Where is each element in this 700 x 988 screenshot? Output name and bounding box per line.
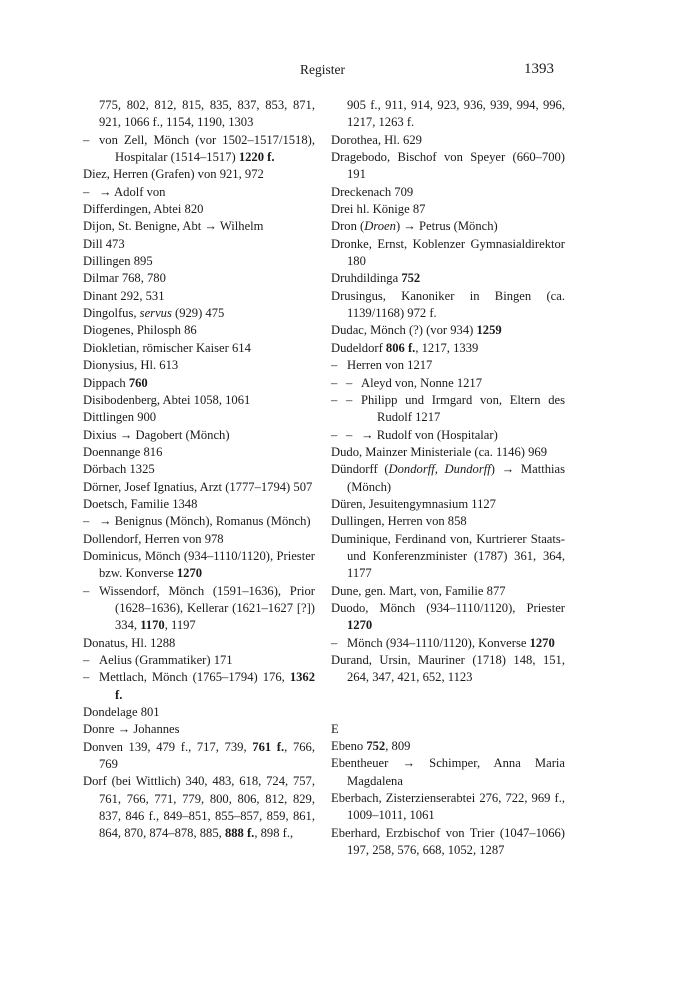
index-entry: Dudeldorf 806 f., 1217, 1339 (331, 340, 479, 355)
index-entry: Dollendorf, Herren von 978 (83, 531, 224, 546)
index-entry: Dorf (bei Wittlich) 340, 483, 618, 724, 757, 761, 766, 771, 779, 800, 806, 812, 829, 837, 846 f., 849–851, 855–857, 859, 861, 864, 870, 874–878, 885, 888 f., 898 f., (83, 774, 315, 841)
index-entry: Dixius → Dagobert (Mönch) (83, 427, 230, 442)
index-entry: 905 f., 911, 914, 923, 936, 939, 994, 996, 1217, 1263 f. (347, 98, 565, 130)
index-entry: Dune, gen. Mart, von, Familie 877 (331, 583, 506, 598)
index-subentry: – → Benignus (Mönch), Romanus (Mönch) (83, 514, 311, 529)
index-entry: Dragebodo, Bischof von Speyer (660–700) 191 (331, 150, 565, 182)
index-entry: Donven 139, 479 f., 717, 739, 761 f., 766, 769 (83, 739, 315, 772)
index-subsubentry: – – Philipp und Irmgard von, Eltern des Rudolf 1217 (331, 392, 565, 425)
index-entry: Dreckenach 709 (331, 184, 414, 199)
index-entry: Dill 473 (83, 236, 125, 251)
index-subentry: – → Adolf von (83, 184, 166, 199)
index-subentry: – Wissendorf, Mönch (1591–1636), Prior (1628–1636), Kellerar (1621–1627 [?]) 334, 1170, 1197 (83, 583, 315, 633)
index-entry: Eberbach, Zisterzienserabtei 276, 722, 969 f., 1009–1011, 1061 (331, 791, 565, 823)
index-entry: Dippach 760 (83, 375, 148, 390)
index-entry: Druhdildinga 752 (331, 271, 421, 286)
index-entry: Doetsch, Familie 1348 (83, 496, 198, 511)
index-entry: Diez, Herren (Grafen) von 921, 972 (83, 167, 264, 182)
index-entry: Durand, Ursin, Mauriner (1718) 148, 151, 264, 347, 421, 652, 1123 (331, 653, 565, 685)
index-entry: 775, 802, 812, 815, 835, 837, 853, 871, 921, 1066 f., 1154, 1190, 1303 (99, 98, 315, 130)
index-entry: Dionysius, Hl. 613 (83, 358, 179, 373)
index-subentry: – von Zell, Mönch (vor 1502–1517/1518), Hospitalar (1514–1517) 1220 f. (83, 132, 315, 165)
index-entry: Dondelage 801 (83, 705, 160, 720)
index-entry: Dijon, St. Benigne, Abt → Wilhelm (83, 219, 264, 234)
index-entry: Dudac, Mönch (?) (vor 934) 1259 (331, 323, 502, 338)
index-entry: Dörner, Josef Ignatius, Arzt (1777–1794) 507 (83, 479, 313, 494)
index-entry: Donre → Johannes (83, 722, 180, 737)
running-title: Register (300, 62, 345, 77)
index-entry: Dorothea, Hl. 629 (331, 132, 422, 147)
left-column (83, 97, 315, 843)
right-column (331, 97, 565, 859)
index-entry: Duodo, Mönch (934–1110/1120), Priester 1270 (331, 600, 565, 633)
index-subentry: – Mönch (934–1110/1120), Konverse 1270 (331, 635, 555, 650)
index-entry: Ebentheuer → Schimper, Anna Maria Magdalena (331, 756, 565, 788)
index-entry: Eberhard, Erzbischof von Trier (1047–1066) 197, 258, 576, 668, 1052, 1287 (331, 825, 565, 858)
index-entry: Donatus, Hl. 1288 (83, 635, 176, 650)
index-entry: Dörbach 1325 (83, 462, 155, 477)
index-entry: Ebeno 752, 809 (331, 739, 411, 754)
index-subsubentry: – – → Rudolf von (Hospitalar) (331, 427, 498, 442)
index-entry: Dudo, Mainzer Ministeriale (ca. 1146) 969 (331, 444, 548, 459)
index-entry: Dillingen 895 (83, 254, 153, 269)
index-entry: Differdingen, Abtei 820 (83, 202, 204, 217)
index-entry: Drusingus, Kanoniker in Bingen (ca. 1139/1168) 972 f. (331, 288, 565, 321)
index-entry: Düren, Jesuitengymnasium 1127 (331, 496, 496, 511)
index-entry: Disibodenberg, Abtei 1058, 1061 (83, 392, 251, 407)
index-entry: Dinant 292, 531 (83, 288, 165, 303)
index-entry: Dingolfus, servus (929) 475 (83, 306, 225, 321)
index-entry: Diokletian, römischer Kaiser 614 (83, 340, 251, 355)
index-entry: Dittlingen 900 (83, 410, 157, 425)
index-entry: Dullingen, Herren von 858 (331, 514, 467, 529)
index-subsubentry: – – Aleyd von, Nonne 1217 (331, 375, 483, 390)
index-entry: Drei hl. Könige 87 (331, 202, 426, 217)
section-letter: E (331, 721, 339, 736)
index-entry: Dominicus, Mönch (934–1110/1120), Priester bzw. Konverse 1270 (83, 548, 315, 581)
index-subentry: – Herren von 1217 (331, 358, 433, 373)
index-entry: Duminique, Ferdinand von, Kurtrierer Staats- und Konferenzminister (1787) 361, 364, 1177 (331, 531, 565, 581)
index-subentry: – Mettlach, Mönch (1765–1794) 176, 1362 f. (83, 670, 315, 702)
index-entry: Dronke, Ernst, Koblenzer Gymnasialdirektor 180 (331, 236, 565, 269)
index-entry: Dron (Droen) → Petrus (Mönch) (331, 219, 498, 234)
index-subentry: – Aelius (Grammatiker) 171 (83, 653, 233, 667)
index-entry: Doennange 816 (83, 444, 163, 459)
page-number: 1393 (524, 61, 554, 77)
index-entry: Diogenes, Philosph 86 (83, 323, 197, 338)
index-entry: Dündorff (Dondorff, Dundorff) → Matthias (Mönch) (331, 462, 565, 494)
index-entry: Dilmar 768, 780 (83, 271, 166, 286)
page-header (0, 62, 700, 82)
